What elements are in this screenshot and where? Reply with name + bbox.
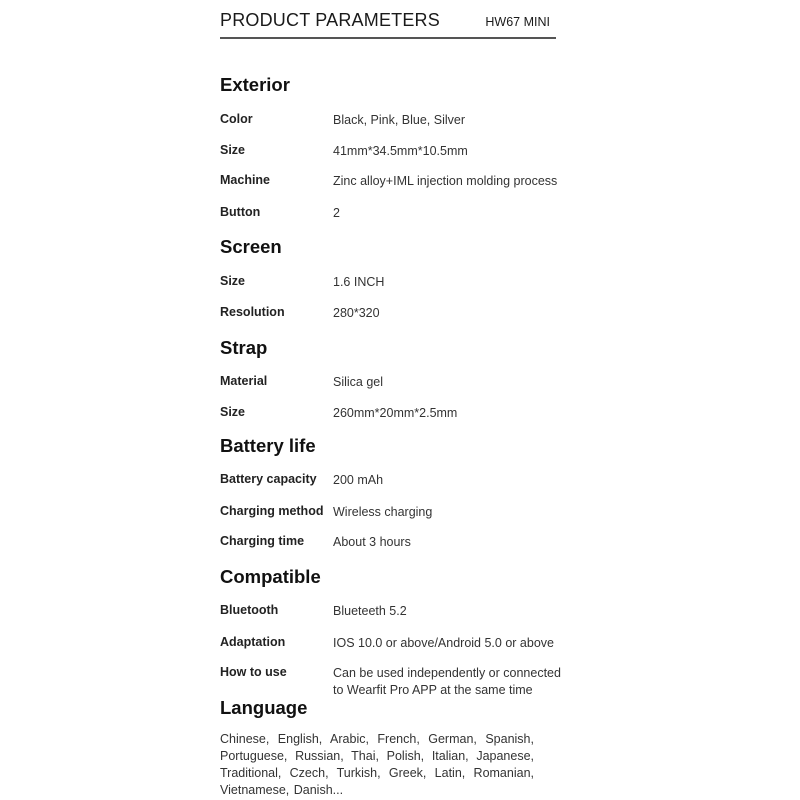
spec-label: Charging time (220, 534, 305, 548)
spec-value: 200 mAh (333, 473, 384, 487)
spec-value: Zinc alloy+IML injection molding process (333, 174, 558, 188)
spec-label: How to use (220, 665, 287, 679)
section-title-screen: Screen (220, 236, 282, 257)
spec-value: 41mm*34.5mm*10.5mm (333, 144, 468, 158)
spec-value: Wireless charging (333, 505, 433, 519)
spec-label: Bluetooth (220, 603, 279, 617)
page-header (220, 10, 556, 39)
spec-value: 2 (333, 206, 340, 220)
spec-label: Size (220, 143, 246, 157)
spec-value: 260mm*20mm*2.5mm (333, 406, 458, 420)
spec-value: 280*320 (333, 306, 380, 320)
spec-value: About 3 hours (333, 535, 411, 549)
spec-label: Size (220, 405, 246, 419)
section-title-strap: Strap (220, 337, 268, 358)
spec-value: Black, Pink, Blue, Silver (333, 113, 465, 127)
section-title-language: Language (220, 697, 308, 718)
page-title: PRODUCT PARAMETERS (220, 10, 440, 30)
model-name: HW67 MINI (485, 15, 550, 29)
spec-label: Material (220, 374, 268, 388)
spec-label: Battery capacity (220, 472, 317, 486)
spec-value: Silica gel (333, 375, 384, 389)
spec-label: Resolution (220, 305, 285, 319)
spec-value: IOS 10.0 or above/Android 5.0 or above (333, 636, 554, 650)
spec-label: Charging method (220, 504, 324, 518)
spec-label: Color (220, 112, 253, 126)
spec-label: Machine (220, 173, 271, 187)
spec-label: Adaptation (220, 635, 286, 649)
spec-value: Blueteeth 5.2 (333, 604, 407, 618)
spec-value: Can be used independently or connected to Wearfit Pro APP at the same time (333, 666, 561, 697)
spec-value: 1.6 INCH (333, 275, 385, 289)
spec-label: Size (220, 274, 246, 288)
spec-label: Button (220, 205, 261, 219)
section-title-battery: Battery life (220, 435, 316, 456)
section-title-compatible: Compatible (220, 566, 321, 587)
language-list: Chinese, English, Arabic, French, German, Spanish, Portuguese, Russian, Thai, Polish, Italian, Japanese, Traditional, Czech, Turkish, Greek, Latin, Romanian, Vietnamese, Danish... (220, 732, 534, 797)
section-title-exterior: Exterior (220, 74, 290, 95)
